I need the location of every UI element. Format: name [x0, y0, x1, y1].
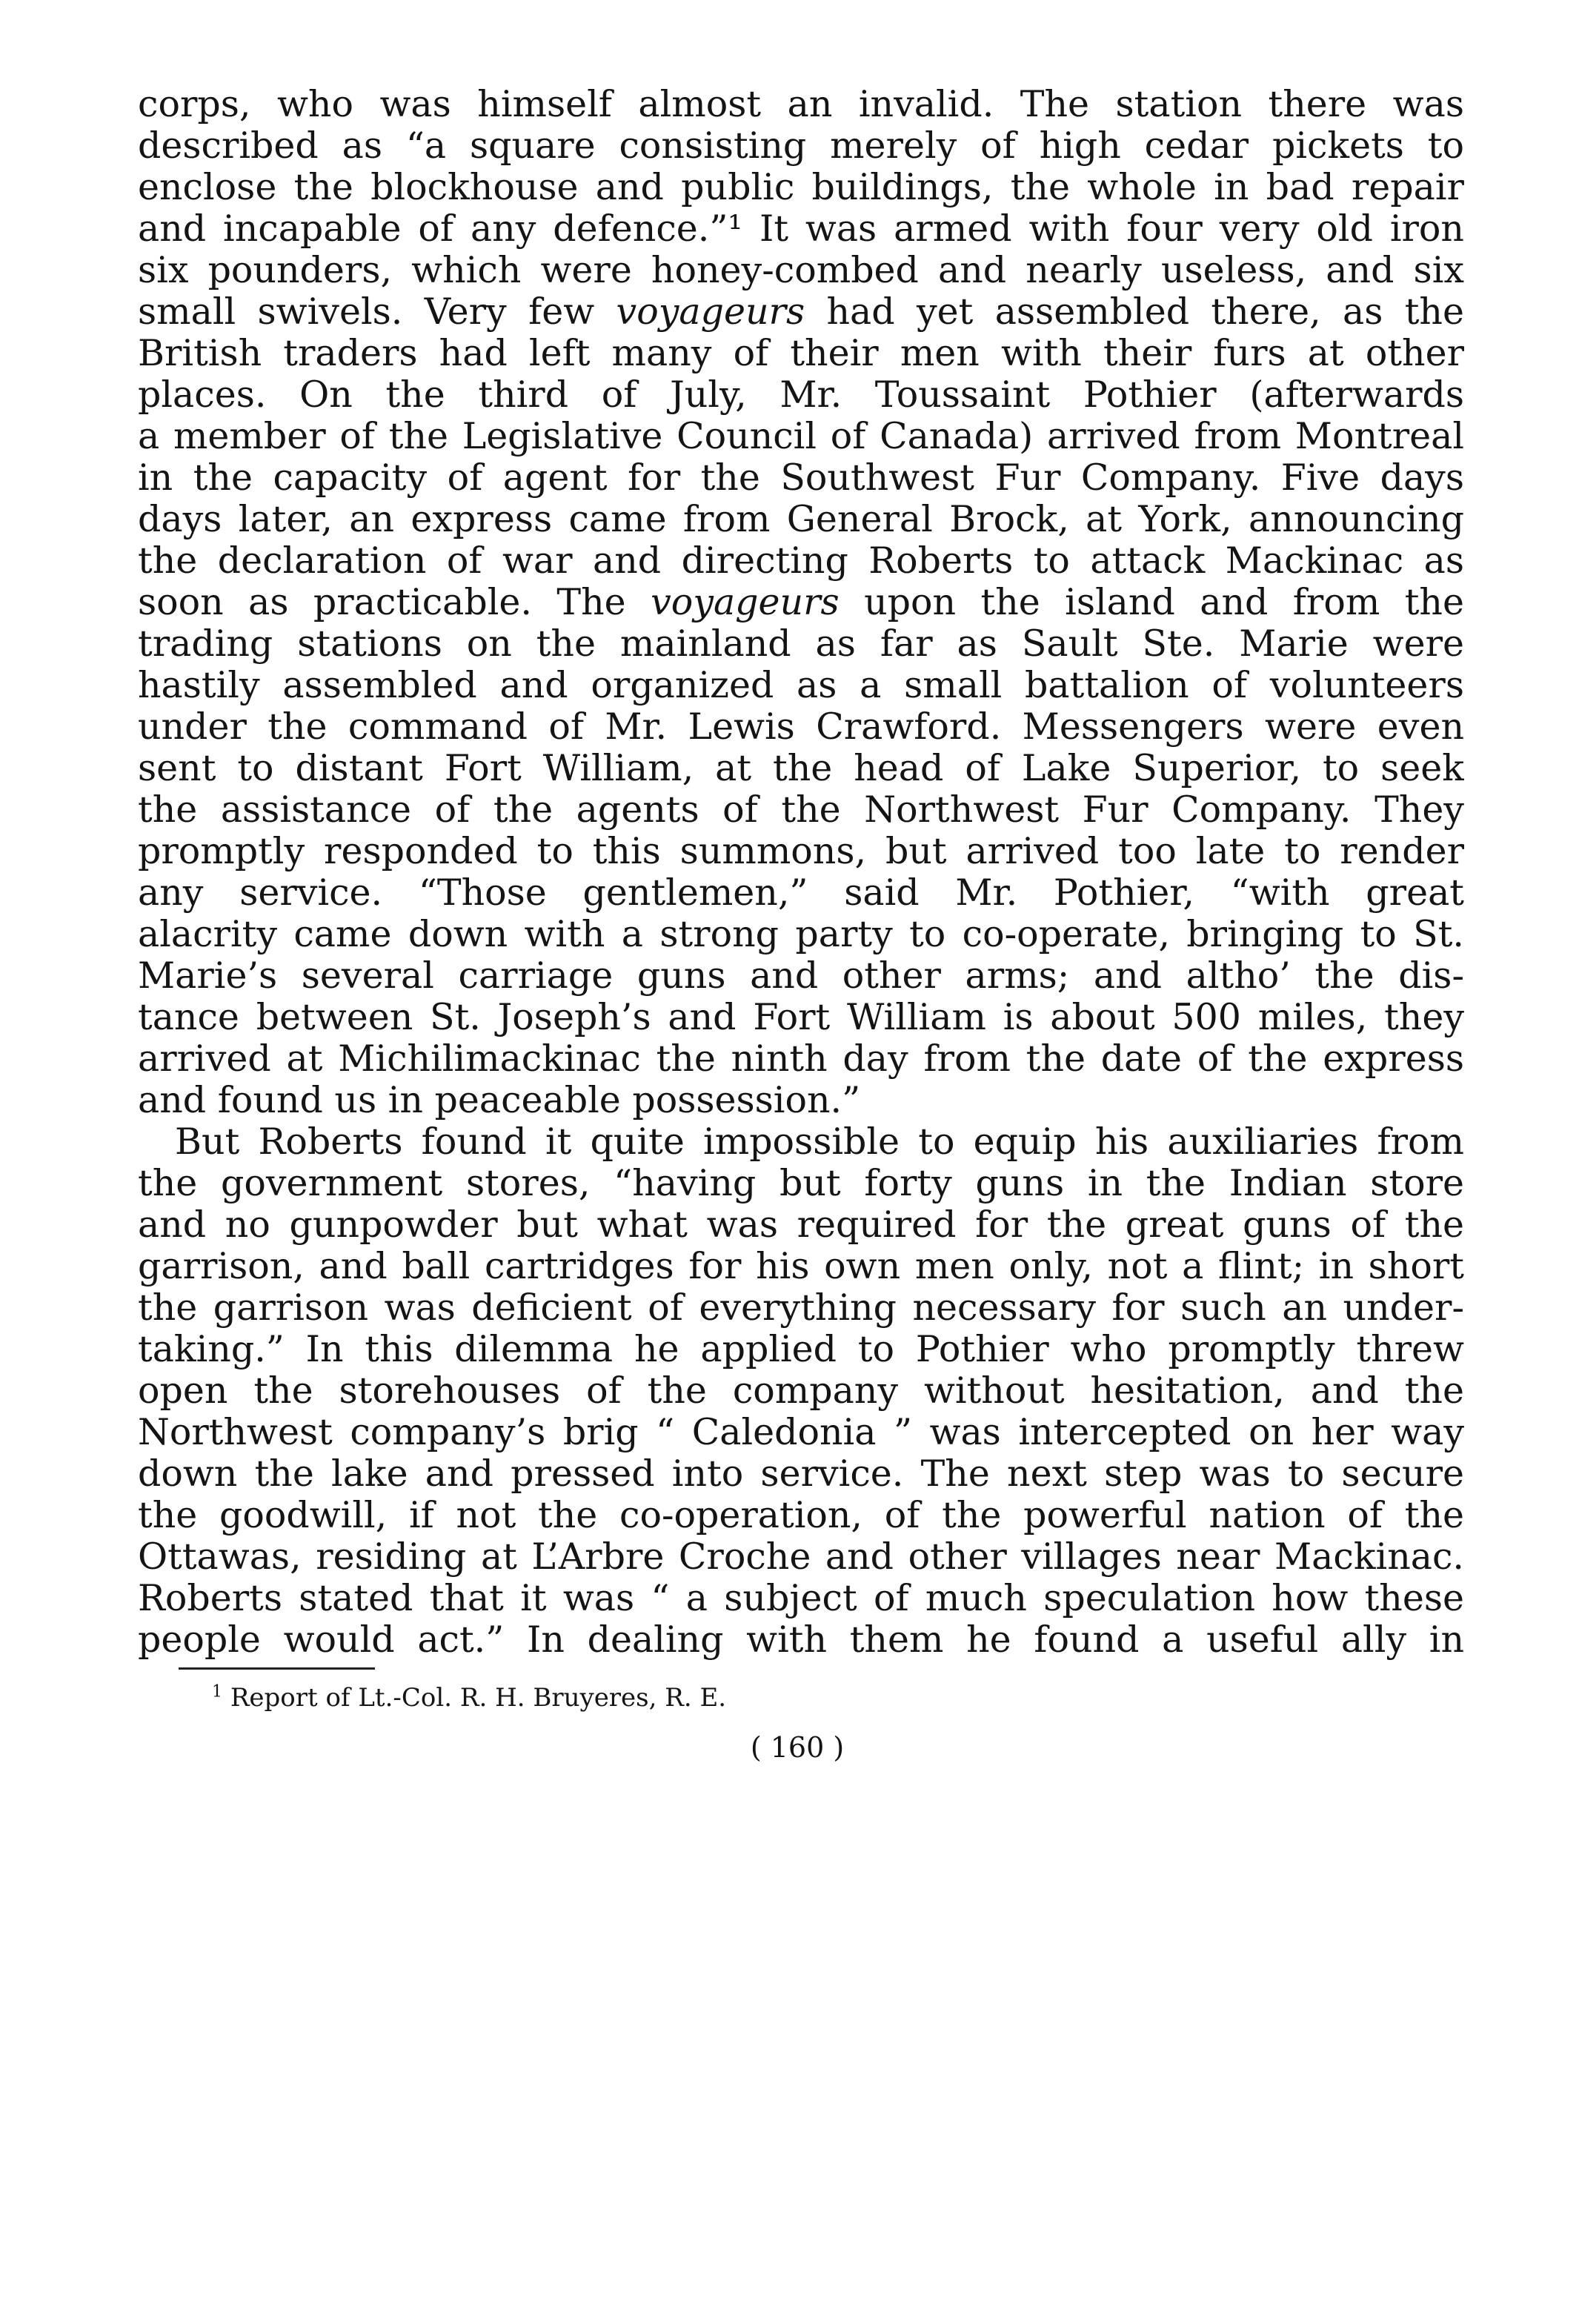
- text-line: Ottawas, residing at L’Arbre Croche and other villages near Mackinac.: [138, 1536, 1464, 1578]
- text-line: six pounders, which were honey-combed and nearly useless, and six: [138, 249, 1464, 291]
- paragraph-start-line: But Roberts found it quite impossible to equip his auxiliaries from: [175, 1120, 1464, 1163]
- text-line: in the capacity of agent for the Southwest Fur Company. Five days: [138, 456, 1464, 499]
- text-line: taking.” In this dilemma he applied to Pothier who promptly threw: [138, 1328, 1464, 1370]
- text-line: places. On the third of July, Mr. Toussaint Pothier (afterwards: [138, 374, 1464, 416]
- text-line: enclose the blockhouse and public buildings, the whole in bad repair: [138, 166, 1464, 208]
- text-line: tance between St. Joseph’s and Fort William is about 500 miles, they: [138, 996, 1464, 1038]
- book-page: [138, 78, 1464, 2271]
- footnote-marker: 1: [212, 1682, 222, 1702]
- text-line: alacrity came down with a strong party to co-operate, bringing to St.: [138, 913, 1464, 955]
- text-line: described as “a square consisting merely of high cedar pickets to: [138, 124, 1464, 167]
- paragraph-end-line: and found us in peaceable possession.”: [138, 1079, 861, 1121]
- text-line: corps, who was himself almost an invalid. The station there was: [138, 83, 1464, 125]
- text-line: people would act.” In dealing with them he found a useful ally in: [138, 1618, 1464, 1661]
- text-line: and incapable of any defence.”¹ It was armed with four very old iron: [138, 208, 1464, 250]
- text-line: soon as practicable. The voyageurs upon the island and from the: [138, 581, 1464, 623]
- text-line: the declaration of war and directing Roberts to attack Mackinac as: [138, 540, 1464, 582]
- text-line: days later, an express came from General Brock, at York, announcing: [138, 498, 1464, 540]
- footnote-text: Report of Lt.-Col. R. H. Bruyeres, R. E.: [230, 1683, 727, 1713]
- footnote: [212, 1679, 726, 1717]
- text-line: promptly responded to this summons, but arrived too late to render: [138, 830, 1464, 872]
- text-line: down the lake and pressed into service. The next step was to secure: [138, 1452, 1464, 1495]
- text-line: the government stores, “having but forty guns in the Indian store: [138, 1162, 1464, 1204]
- text-line: trading stations on the mainland as far as Sault Ste. Marie were: [138, 622, 1464, 665]
- text-line: the assistance of the agents of the Northwest Fur Company. They: [138, 788, 1464, 831]
- text-line: under the command of Mr. Lewis Crawford. Messengers were even: [138, 706, 1464, 748]
- text-line: hastily assembled and organized as a small battalion of volunteers: [138, 664, 1464, 706]
- text-line: arrived at Michilimackinac the ninth day from the date of the express: [138, 1038, 1464, 1080]
- text-line: and no gunpowder but what was required for the great guns of the: [138, 1204, 1464, 1246]
- text-line: any service. “Those gentlemen,” said Mr. Pothier, “with great: [138, 872, 1464, 914]
- text-line: small swivels. Very few voyageurs had yet assembled there, as the: [138, 290, 1464, 333]
- text-line: garrison, and ball cartridges for his own men only, not a flint; in short: [138, 1245, 1464, 1287]
- text-line: Northwest company’s brig “ Caledonia ” was intercepted on her way: [138, 1411, 1464, 1453]
- text-line: Roberts stated that it was “ a subject of much speculation how these: [138, 1577, 1464, 1619]
- text-line: open the storehouses of the company without hesitation, and the: [138, 1370, 1464, 1412]
- footnote-divider: [179, 1667, 375, 1670]
- text-line: the goodwill, if not the co-operation, of the powerful nation of the: [138, 1494, 1464, 1536]
- text-line: sent to distant Fort William, at the head of Lake Superior, to seek: [138, 747, 1464, 789]
- text-line: British traders had left many of their men with their furs at other: [138, 332, 1464, 374]
- text-line: Marie’s several carriage guns and other arms; and altho’ the dis-: [138, 954, 1464, 997]
- text-line: the garrison was deficient of everything necessary for such an under-: [138, 1286, 1464, 1329]
- text-line: a member of the Legislative Council of Canada) arrived from Montreal: [138, 415, 1464, 457]
- page-number: ( 160 ): [750, 1731, 845, 1764]
